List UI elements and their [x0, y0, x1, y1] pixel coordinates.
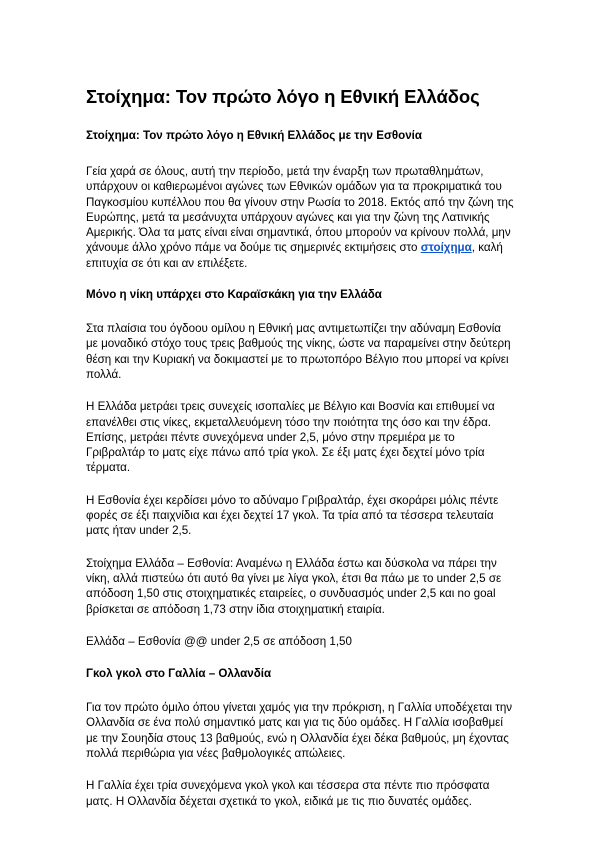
greece-paragraph-3: Η Εσθονία έχει κερδίσει μόνο το αδύναμο Γριβραλτάρ, έχει σκοράρει μόλις πέντε φορές σε έξι παιχνίδια και έχει δεχτεί 17 γκολ. Τα τρία από τα τέσσερα τελευταία ματς ήταν under 2,5.	[86, 493, 499, 538]
france-paragraph-1: Για τον πρώτο όμιλο όπου γίνεται χαμός για την πρόκριση, η Γαλλία υποδέχεται την Ολλανδία σε ένα πολύ σημαντικό ματς και για τις δύο ομάδες. Η Γαλλία ισοβαθμεί με την Σουηδία στους 13 βαθμούς, ενώ η Ολλανδία έχει δέκα βαθμούς, μη έχοντας πολλά περιθώρια για νέες βαθμολογικές απώλειες.	[86, 701, 513, 761]
france-paragraph-2: Η Γαλλία έχει τρία συνεχόμενα γκολ γκολ και τέσσερα στα πέντε πιο πρόσφατα ματς. Η Ολλανδία δέχεται σχετικά το γκολ, ειδικά με τις πιο δυνατές ομάδες.	[86, 779, 490, 808]
article-subtitle: Στοίχημα: Τον πρώτο λόγο η Εθνική Ελλάδος με την Εσθονία	[86, 129, 423, 142]
document-page	[86, 86, 516, 809]
greece-paragraph-1: Στα πλαίσια του όγδοου ομίλου η Εθνική μας αντιμετωπίζει την αδύναμη Εσθονία με μοναδικό στόχο τους τρεις βαθμούς της νίκης, ώστε να παραμείνει στην δεύτερη θέση και την Κυριακή να δοκιμαστεί με το πρωτοπόρο Βέλγιο που μπορεί να κρίνει πολλά.	[86, 322, 511, 381]
greece-paragraph-2: Η Ελλάδα μετράει τρεις συνεχείς ισοπαλίες με Βέλγιο και Βοσνία και επιθυμεί να επανέλθει στις νίκες, εκμεταλλευόμενη τόσο την ποιότητα της όσο και την έδρα. Επίσης, μετράει πέντε συνεχόμενα under 2,5, μόνο στην πρεμιέρα με το Γριβραλτάρ το ματς είχε πάνω από τρία γκολ. Σε έξι ματς έχει δεχτεί μόνο τρία τέρματα.	[86, 400, 495, 475]
greece-paragraph-4: Στοίχημα Ελλάδα – Εσθονία: Αναμένω η Ελλάδα έστω και δύσκολα να πάρει την νίκη, αλλά πιστεύω ότι αυτό θα γίνει με λίγα γκολ, έτσι θα πάω με το under 2,5 σε απόδοση 1,50 στις στοιχηματικές εταιρείες, ο συνδυασμός under 2,5 και no goal βρίσκεται σε απόδοση 1,73 στην ίδια στοιχηματική εταιρία.	[86, 556, 502, 616]
page-title: Στοίχημα: Τον πρώτο λόγο η Εθνική Ελλάδος	[86, 86, 480, 107]
intro-text-end: , καλή επιτυχία σε ότι και αν επιλέξετε.	[86, 241, 503, 270]
greece-pick: Ελλάδα – Εσθονία @@ under 2,5 σε απόδοση 1,50	[86, 634, 352, 648]
intro-text-start: Γεία χαρά σε όλους, αυτή την περίοδο, μετά την έναρξη των πρωταθλημάτων, υπάρχουν οι καθιερωμένοι αγώνες των Εθνικών ομάδων για τα προκριματικά του Παγκοσμίου κυπέλλου που θα γίνουν στην Ρωσία το 2018. Εκτός από την ζώνη της Ευρώπης, μετά τα μεσάνυχτα υπάρχουν αγώνες και για την ζώνη της Λατινικής Αμερικής. Όλα τα ματς είναι είναι σημαντικά, όπου μπορούν να κρίνουν πολλά, μην χάνουμε άλλο χρόνο πάμε να δούμε τις σημερινές εκτιμήσεις στο	[86, 165, 514, 255]
intro-paragraph	[86, 164, 516, 271]
section-heading-greece: Μόνο η νίκη υπάρχει στο Καραϊσκάκη για την Ελλάδα	[86, 288, 382, 302]
section-heading-france: Γκολ γκολ στο Γαλλία – Ολλανδία	[86, 667, 272, 681]
betting-link[interactable]: στοίχημα	[420, 241, 472, 255]
